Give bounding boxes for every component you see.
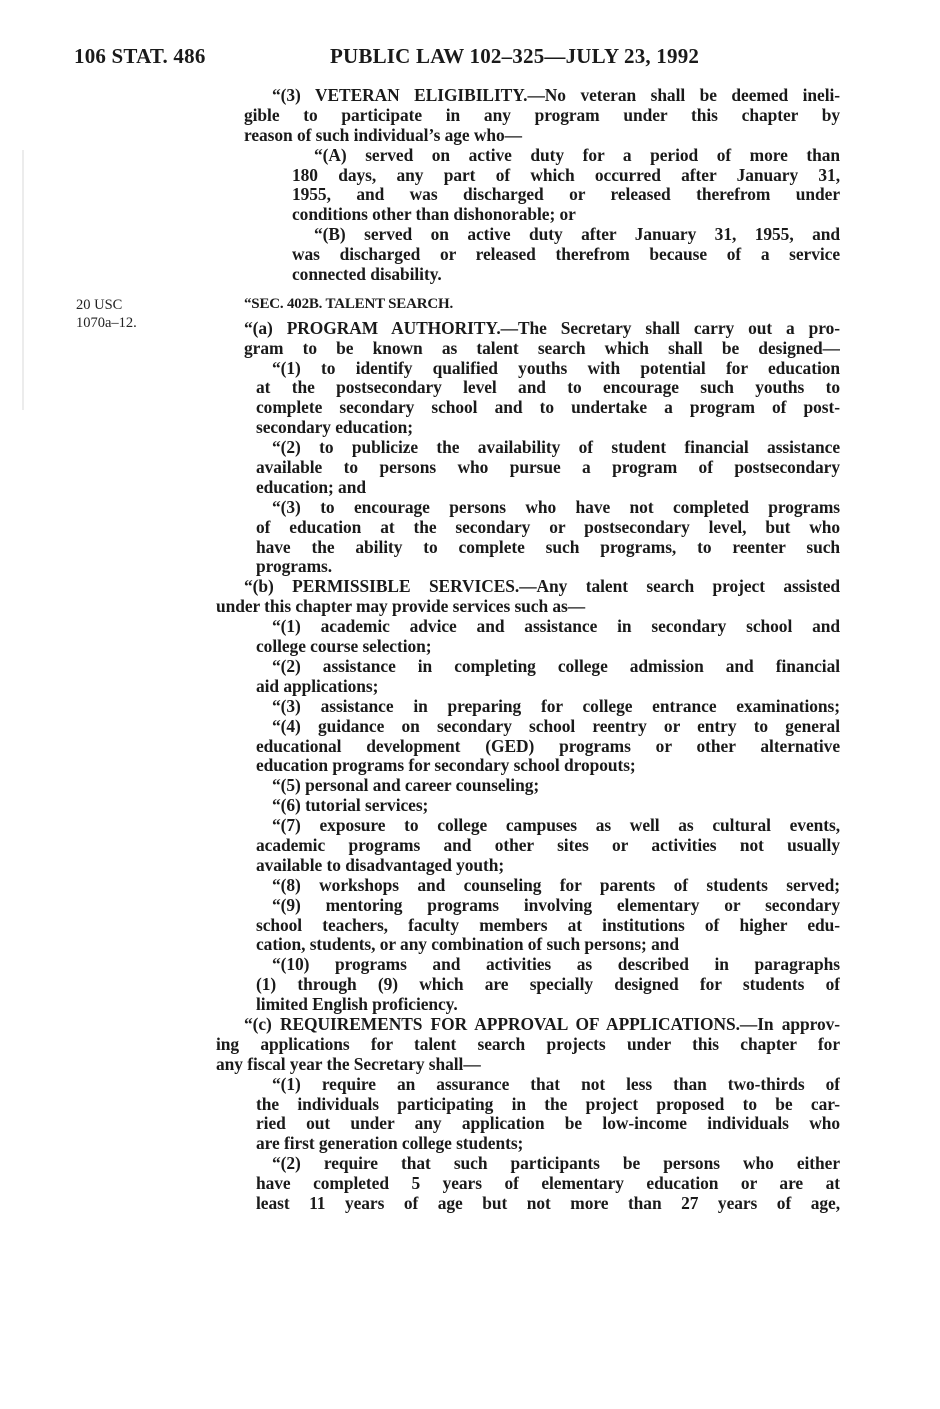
text-line: limited English proficiency.: [256, 994, 458, 1015]
margin-citation-line: 20 USC: [76, 297, 123, 313]
text-line: 180 days, any part of which occurred after January 31,: [292, 165, 840, 185]
text-line: gram to be known as talent search which shall be designed—: [244, 338, 840, 358]
text-line: “(9) mentoring programs involving elementary or secondary: [272, 895, 840, 915]
text-line: connected disability.: [292, 264, 442, 285]
text-line: secondary education;: [256, 417, 413, 438]
text-line: ing applications for talent search projects under this chapter for: [216, 1034, 840, 1054]
text-line: “(5) personal and career counseling;: [272, 775, 540, 796]
text-line: college course selection;: [256, 636, 432, 657]
text-line: “(2) require that such participants be persons who either: [272, 1154, 840, 1174]
running-header: PUBLIC LAW 102–325—JULY 23, 1992: [330, 44, 700, 68]
text-line: are first generation college students;: [256, 1133, 524, 1154]
text-line: “(2) assistance in completing college admission and financial: [272, 656, 840, 676]
page-stat-number: 106 STAT. 486: [74, 44, 206, 68]
text-line: gible to participate in any program under this chapter by: [244, 105, 840, 125]
text-line: academic programs and other sites or activities not usually: [256, 835, 840, 855]
statute-text: [0, 86, 940, 1214]
text-line: was discharged or released therefrom because of a service: [292, 245, 840, 265]
text-line: “(8) workshops and counseling for parents of students served;: [272, 875, 840, 895]
text-line: “(2) to publicize the availability of student financial assistance: [272, 438, 840, 458]
text-line: “(1) to identify qualified youths with potential for education: [272, 358, 840, 378]
text-line: “(10) programs and activities as described in paragraphs: [272, 955, 840, 975]
text-line: education programs for secondary school dropouts;: [256, 755, 636, 776]
text-line: “(a) PROGRAM AUTHORITY.—The Secretary shall carry out a pro-: [244, 318, 840, 338]
text-line: have completed 5 years of elementary education or are at: [256, 1174, 840, 1194]
text-line: least 11 years of age but not more than 27 years of age,: [256, 1193, 840, 1213]
text-line: educational development (GED) programs or other alternative: [256, 736, 840, 756]
text-line: “(7) exposure to college campuses as well as cultural events,: [272, 816, 840, 836]
text-line: school teachers, faculty members at institutions of higher edu-: [256, 915, 840, 935]
text-line: education; and: [256, 476, 366, 497]
text-line: 1955, and was discharged or released therefrom under: [292, 185, 840, 205]
text-line: (1) through (9) which are specially designed for students of: [256, 975, 840, 995]
text-line: at the postsecondary level and to encourage such youths to: [256, 378, 840, 398]
text-line: “(A) served on active duty for a period of more than: [314, 145, 840, 165]
text-line: “(3) assistance in preparing for college entrance examinations;: [272, 696, 840, 716]
section-heading: “SEC. 402B. TALENT SEARCH.: [244, 295, 454, 312]
text-line: complete secondary school and to undertake a program of post-: [256, 398, 840, 418]
text-line: reason of such individual’s age who—: [244, 124, 522, 145]
text-line: “(4) guidance on secondary school reentry or entry to general: [272, 716, 840, 736]
text-line: “(1) academic advice and assistance in secondary school and: [272, 617, 840, 637]
text-line: “(3) VETERAN ELIGIBILITY.—No veteran shall be deemed ineli-: [272, 86, 840, 105]
text-line: any fiscal year the Secretary shall—: [216, 1053, 481, 1074]
text-line: programs.: [256, 556, 333, 577]
margin-citation-line: 1070a–12.: [76, 315, 137, 331]
text-line: “(b) PERMISSIBLE SERVICES.—Any talent search project assisted: [244, 577, 840, 597]
text-line: conditions other than dishonorable; or: [292, 204, 576, 225]
text-line: available to disadvantaged youth;: [256, 854, 505, 875]
text-line: under this chapter may provide services such as—: [216, 596, 586, 617]
text-line: available to persons who pursue a program of postsecondary: [256, 458, 840, 478]
text-line: aid applications;: [256, 675, 379, 696]
text-line: “(1) require an assurance that not less than two-thirds of: [272, 1074, 840, 1094]
text-line: ried out under any application be low-income individuals who: [256, 1114, 840, 1134]
text-line: have the ability to complete such programs, to reenter such: [256, 537, 840, 557]
text-line: “(3) to encourage persons who have not completed programs: [272, 497, 840, 517]
text-line: the individuals participating in the project proposed to be car-: [256, 1094, 840, 1114]
text-line: “(c) REQUIREMENTS FOR APPROVAL OF APPLICATIONS.—In approv-: [244, 1014, 840, 1034]
text-line: “(B) served on active duty after January 31, 1955, and: [314, 225, 840, 245]
text-line: of education at the secondary or postsecondary level, but who: [256, 517, 840, 537]
text-line: cation, students, or any combination of such persons; and: [256, 934, 679, 955]
text-line: “(6) tutorial services;: [272, 795, 429, 816]
